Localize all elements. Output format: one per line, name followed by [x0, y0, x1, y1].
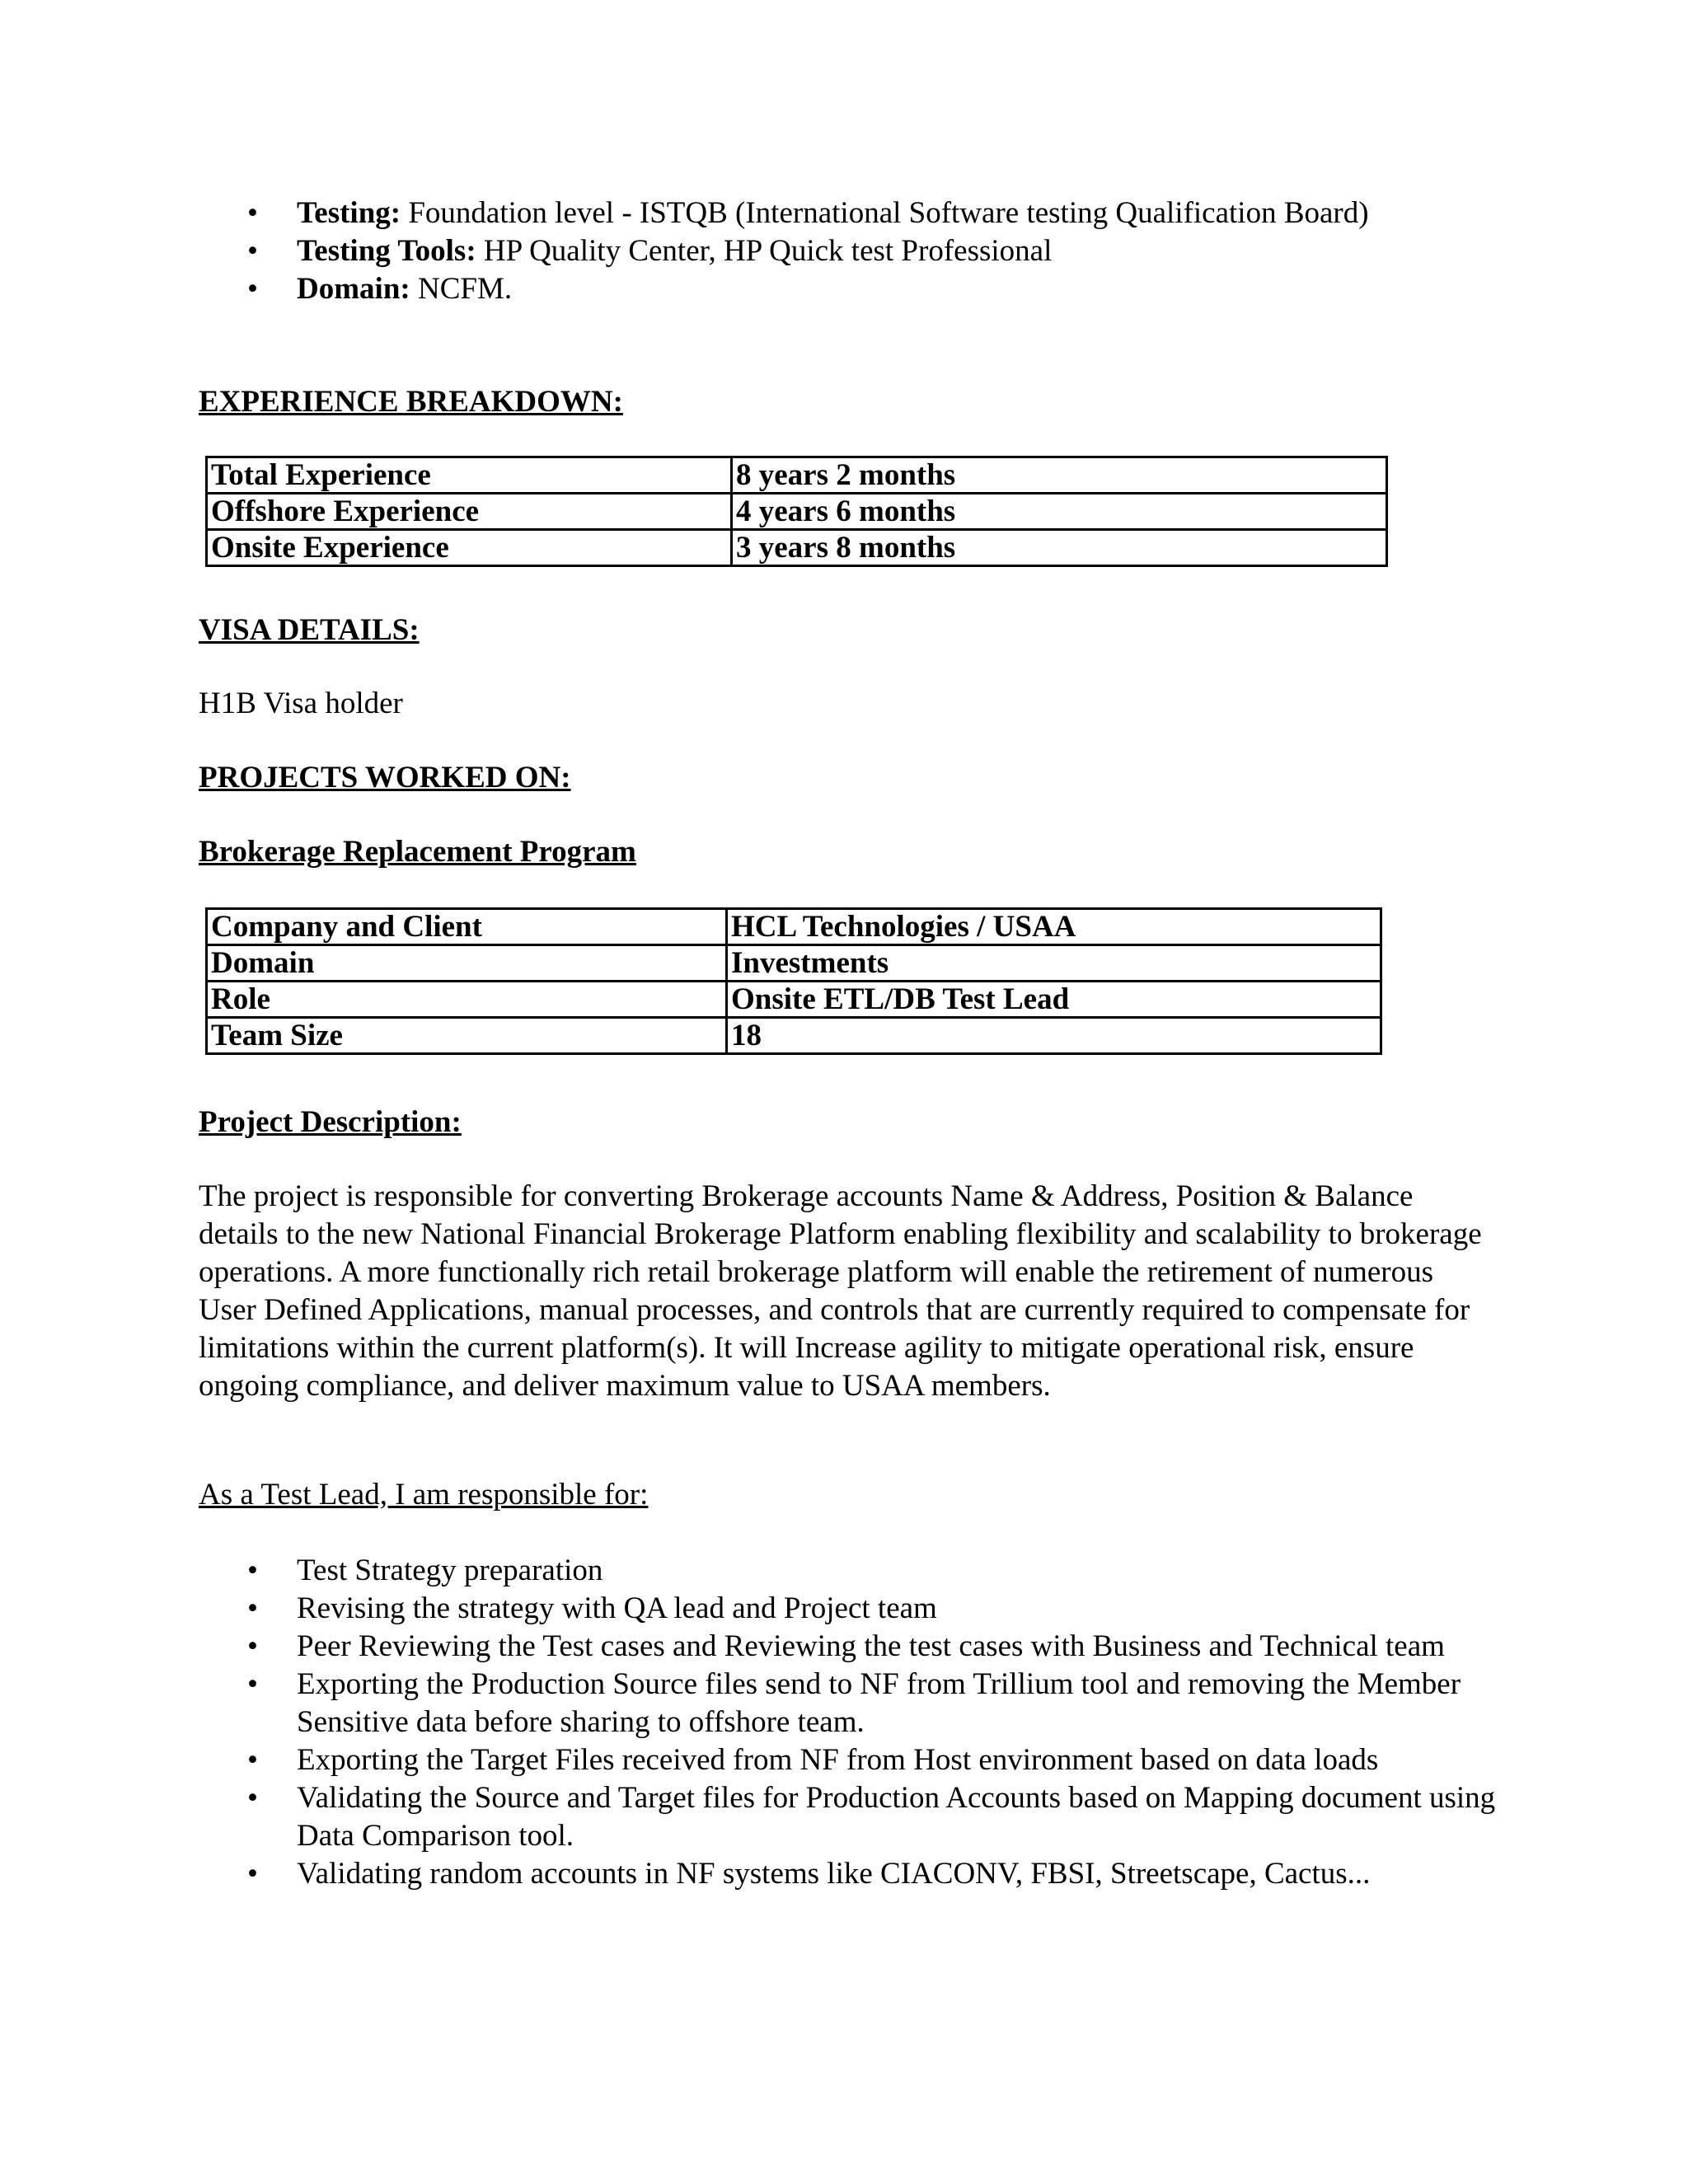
table-cell-value: Investments — [727, 945, 1381, 982]
list-item — [247, 232, 1517, 270]
item-label: Testing Tools: — [297, 234, 476, 268]
table-cell-value: 3 years 8 months — [732, 530, 1387, 566]
table-cell-key: Domain — [207, 945, 727, 982]
table-row — [207, 457, 1387, 494]
table-row — [207, 945, 1381, 982]
item-text: Validating random accounts in NF systems like CIACONV, FBSI, Streetscape, Cactus... — [297, 1857, 1371, 1891]
project-description: The project is responsible for converting Brokerage accounts Name & Address, Position & Balance details to the new National Financial Brokerage Platform enabling flexibility and scalability to brokerage operations. A more functionally rich retail brokerage platform will enable the retirement of numerous User Defined Applications, manual processes, and controls that are currently required to compensate for limitations within the current platform(s). It will Increase agility to mitigate operational risk, ensure ongoing compliance, and deliver maximum value to USAA members. — [199, 1179, 1482, 1403]
visa-heading: VISA DETAILS: — [199, 613, 420, 647]
list-item — [247, 1552, 1517, 1590]
list-item — [247, 1779, 1517, 1855]
bullet: • — [247, 1667, 258, 1701]
item-text: Foundation level - ISTQB (International Software testing Qualification Board) — [401, 196, 1369, 230]
item-text: Exporting the Production Source files send to NF from Trillium tool and removing the Member Sensitive data before sharing to offshore team. — [297, 1667, 1461, 1739]
responsibilities-heading: As a Test Lead, I am responsible for: — [199, 1478, 649, 1511]
item-text: Peer Reviewing the Test cases and Reviewing the test cases with Business and Technical team — [297, 1629, 1445, 1663]
list-item — [247, 270, 1517, 308]
item-label: Domain: — [297, 272, 410, 306]
bullet: • — [247, 1629, 258, 1663]
list-item — [247, 1666, 1517, 1741]
bullet: • — [247, 1554, 258, 1587]
table-row — [207, 909, 1381, 945]
table-cell-value: 8 years 2 months — [732, 457, 1387, 494]
description-heading: Project Description: — [199, 1105, 462, 1139]
table-cell-key: Role — [207, 982, 727, 1018]
list-item — [247, 1855, 1517, 1893]
table-cell-value: HCL Technologies / USAA — [727, 909, 1381, 945]
table-cell-key: Onsite Experience — [207, 530, 732, 566]
table-row — [207, 530, 1387, 566]
table-row — [207, 982, 1381, 1018]
table-cell-key: Total Experience — [207, 457, 732, 494]
project-table — [205, 907, 1382, 1055]
item-text: Test Strategy preparation — [297, 1554, 603, 1587]
bullet: • — [247, 1857, 258, 1891]
bullet: • — [247, 234, 258, 268]
responsibilities-list — [247, 1552, 1517, 1893]
bullet: • — [247, 196, 258, 230]
experience-table — [205, 456, 1388, 567]
bullet: • — [247, 1591, 258, 1625]
table-cell-key: Offshore Experience — [207, 494, 732, 530]
visa-text: H1B Visa holder — [199, 687, 403, 720]
item-text: Validating the Source and Target files for Production Accounts based on Mapping document using Data Comparison tool. — [297, 1781, 1496, 1853]
projects-heading: PROJECTS WORKED ON: — [199, 761, 571, 794]
project-title: Brokerage Replacement Program — [199, 835, 636, 869]
item-text: Revising the strategy with QA lead and Project team — [297, 1591, 937, 1625]
bullet: • — [247, 272, 258, 306]
experience-heading: EXPERIENCE BREAKDOWN: — [199, 385, 623, 419]
table-row — [207, 494, 1387, 530]
table-cell-key: Team Size — [207, 1018, 727, 1054]
list-item — [247, 1628, 1517, 1666]
item-text: NCFM. — [410, 272, 513, 306]
bullet: • — [247, 1781, 258, 1815]
skills-list — [247, 194, 1517, 308]
list-item — [247, 1741, 1517, 1779]
table-cell-value: 4 years 6 months — [732, 494, 1387, 530]
item-text: HP Quality Center, HP Quick test Professional — [476, 234, 1053, 268]
table-cell-value: 18 — [727, 1018, 1381, 1054]
item-text: Exporting the Target Files received from NF from Host environment based on data loads — [297, 1743, 1379, 1777]
list-item — [247, 1590, 1517, 1628]
table-cell-value: Onsite ETL/DB Test Lead — [727, 982, 1381, 1018]
item-label: Testing: — [297, 196, 401, 230]
bullet: • — [247, 1743, 258, 1777]
table-cell-key: Company and Client — [207, 909, 727, 945]
table-row — [207, 1018, 1381, 1054]
list-item — [247, 194, 1517, 232]
